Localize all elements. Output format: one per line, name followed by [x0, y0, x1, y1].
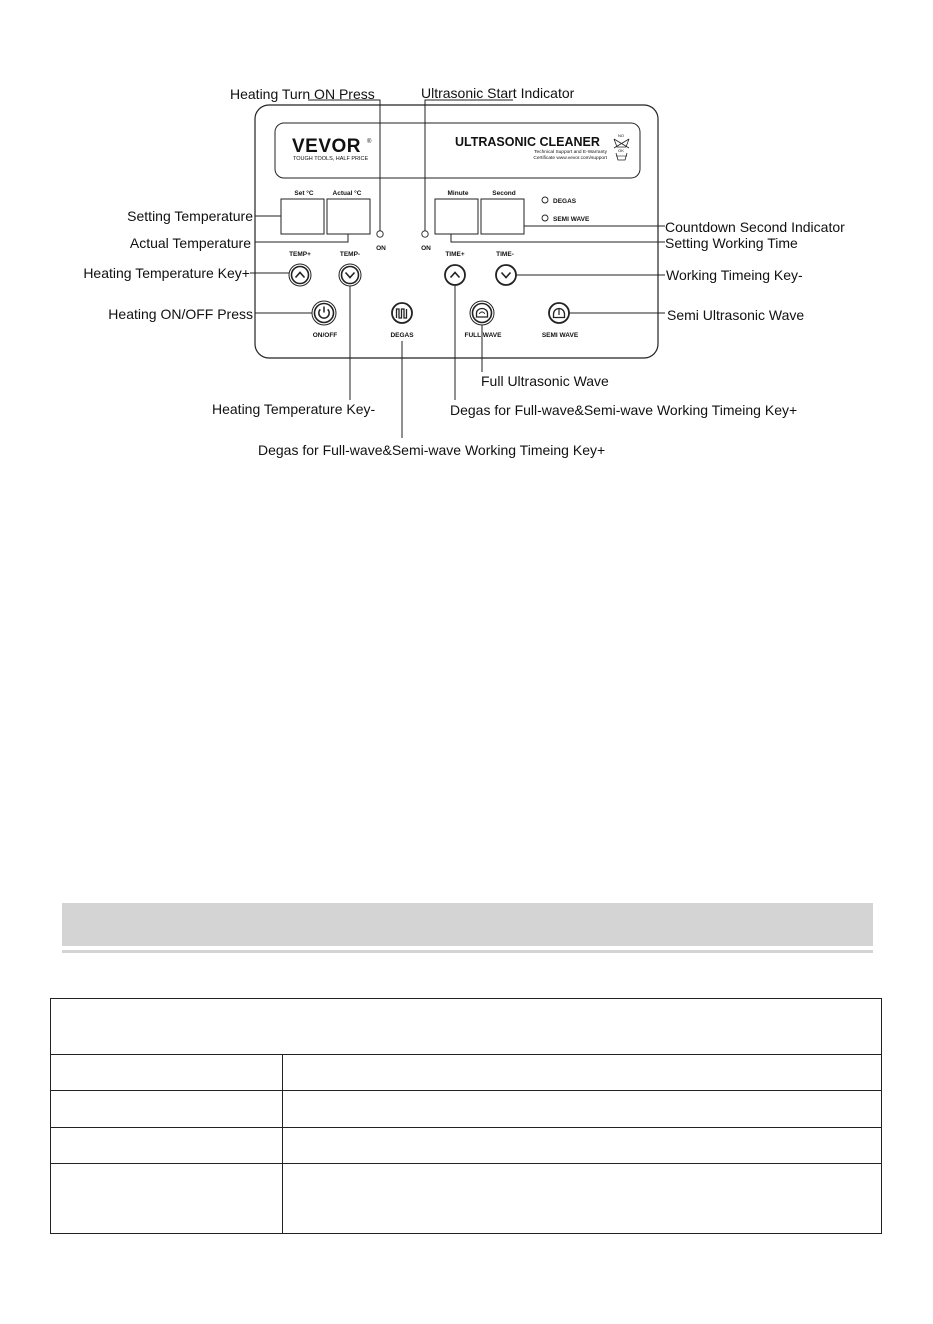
heating-on-led	[377, 231, 383, 237]
heating-on-label: ON	[376, 245, 386, 252]
product-title: ULTRASONIC CLEANER	[455, 135, 600, 149]
set-temperature-display	[281, 199, 324, 234]
degas-button[interactable]	[392, 303, 412, 323]
svg-text:NO: NO	[618, 133, 624, 138]
time-minus-button[interactable]	[496, 265, 516, 285]
second-label: Second	[492, 190, 516, 197]
callout-working-timeing-key-minus: Working Timeing Key-	[666, 267, 803, 283]
callout-degas-time-key-plus-right: Degas for Full-wave&Semi-wave Working Timeing Key+	[450, 402, 798, 418]
table-cell	[51, 1163, 283, 1233]
callout-heating-turn-on-press: Heating Turn ON Press	[230, 86, 375, 102]
support-line-2: Certificate www.vevor.com/support	[533, 156, 607, 161]
table-row	[51, 1163, 882, 1233]
degas-led-label: DEGAS	[553, 198, 577, 205]
semi-wave-led-label: SEMI WAVE	[553, 216, 590, 223]
brand-logo: VEVOR	[292, 136, 362, 157]
table-cell	[51, 1055, 283, 1091]
table-cell	[283, 1091, 882, 1127]
support-line-1: Technical Support and E-Warranty	[534, 150, 607, 155]
chevron-up-icon	[451, 273, 460, 278]
semi-wave-button[interactable]	[549, 303, 569, 323]
callout-setting-temperature: Setting Temperature	[127, 208, 253, 224]
section-divider	[62, 950, 873, 953]
callout-actual-temperature: Actual Temperature	[129, 235, 251, 251]
semi-wave-label: SEMI WAVE	[541, 332, 579, 339]
set-temp-label: Set °C	[294, 190, 314, 197]
brand-tagline: TOUGH TOOLS, HALF PRICE	[293, 156, 369, 162]
semi-wave-led	[542, 215, 548, 221]
brand-registered-mark: ®	[367, 139, 372, 145]
section-header-bar	[62, 903, 873, 946]
table-cell	[283, 1127, 882, 1163]
time-plus-label: TIME+	[445, 251, 465, 258]
table-cell	[51, 1127, 283, 1163]
callout-heating-on-off-press: Heating ON/OFF Press	[108, 306, 253, 322]
table-cell	[51, 1091, 283, 1127]
callout-semi-ultrasonic-wave: Semi Ultrasonic Wave	[667, 307, 805, 323]
full-wave-icon	[477, 309, 488, 318]
temp-minus-label: TEMP-	[339, 251, 361, 258]
temp-minus-button[interactable]	[339, 264, 361, 286]
table-header-row	[51, 999, 882, 1055]
degas-led	[542, 197, 548, 203]
chevron-down-icon	[502, 273, 511, 278]
callout-degas-time-key-plus-bottom: Degas for Full-wave&Semi-wave Working Timeing Key+	[258, 442, 606, 458]
power-icon	[319, 307, 329, 319]
callout-heating-temperature-key-plus: Heating Temperature Key+	[83, 265, 250, 281]
chevron-up-icon	[296, 273, 305, 278]
semi-wave-icon	[554, 308, 565, 318]
on-off-label: ON/OFF	[312, 332, 338, 339]
table-row	[51, 1055, 882, 1091]
callout-setting-working-time: Setting Working Time	[665, 235, 798, 251]
full-wave-button[interactable]	[470, 301, 494, 325]
ultrasonic-on-label: ON	[421, 245, 431, 252]
callout-heating-temperature-key-minus: Heating Temperature Key-	[212, 401, 376, 417]
degas-key-label: DEGAS	[390, 332, 414, 339]
full-wave-label: FULL WAVE	[464, 332, 502, 339]
table-header-cell	[51, 999, 882, 1055]
chevron-down-icon	[346, 273, 355, 278]
table-cell	[283, 1163, 882, 1233]
on-off-button[interactable]	[312, 301, 336, 325]
minute-label: Minute	[447, 190, 469, 197]
time-plus-button[interactable]	[445, 265, 465, 285]
callout-ultrasonic-start-indicator: Ultrasonic Start Indicator	[421, 85, 575, 101]
minute-display	[435, 199, 478, 234]
time-minus-label: TIME-	[496, 251, 514, 258]
actual-temp-label: Actual °C	[332, 190, 362, 197]
table-row	[51, 1091, 882, 1127]
callout-countdown-second-indicator: Countdown Second Indicator	[665, 219, 845, 235]
spec-table	[50, 998, 882, 1234]
temp-plus-button[interactable]	[289, 264, 311, 286]
second-display	[481, 199, 524, 234]
actual-temperature-display	[327, 199, 370, 234]
callout-full-ultrasonic-wave: Full Ultrasonic Wave	[481, 373, 609, 389]
table-cell	[283, 1055, 882, 1091]
temp-plus-label: TEMP+	[289, 251, 311, 258]
no-wash-icon	[614, 133, 629, 148]
table-row	[51, 1127, 882, 1163]
ok-wash-icon	[616, 148, 627, 160]
ultrasonic-on-led	[422, 231, 428, 237]
pulse-wave-icon	[397, 309, 407, 318]
svg-text:OK: OK	[618, 148, 624, 153]
